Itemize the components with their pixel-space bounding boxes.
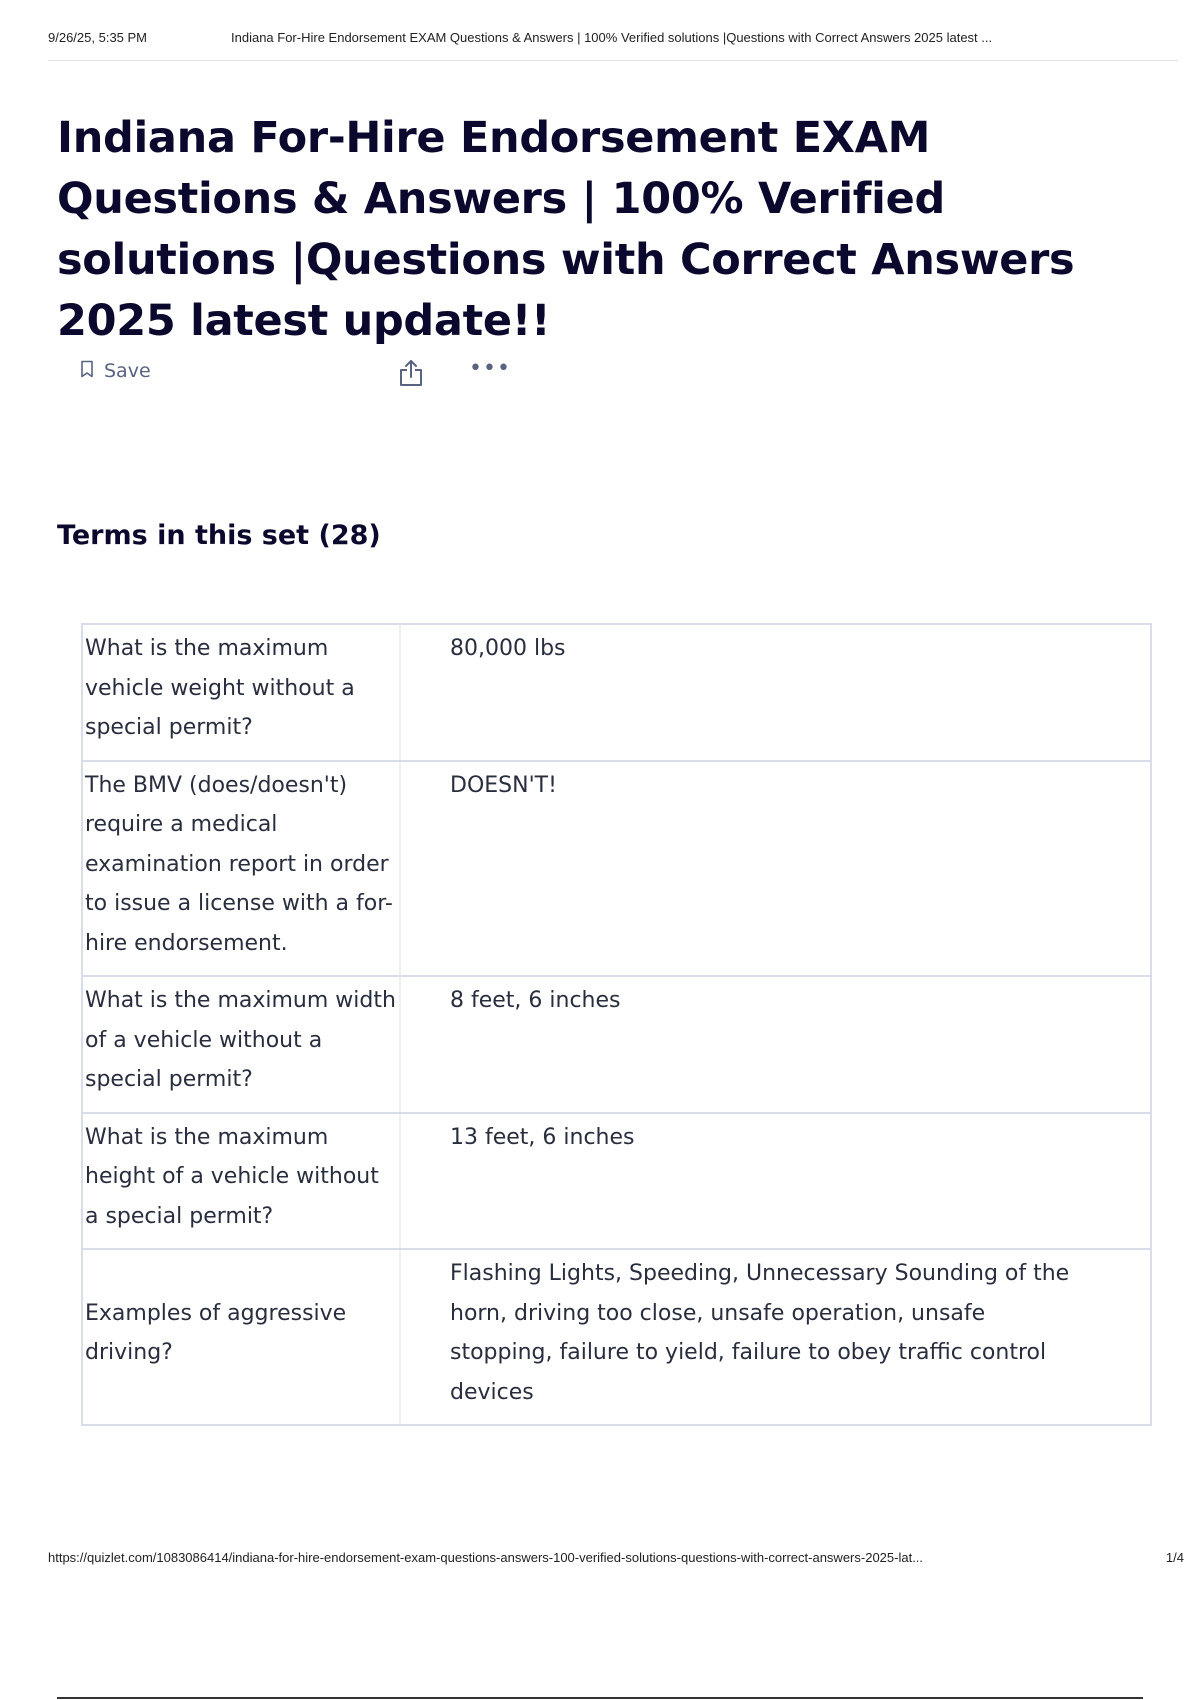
more-options-icon: ••• [469,356,511,381]
definition-text: Flashing Lights, Speeding, Unnecessary Sounding of the horn, driving too close, unsafe operation, unsafe stopping, failure to yield, failure to obey traffic control devices [450,1261,1070,1405]
share-button[interactable] [398,358,424,392]
definition-text: 8 feet, 6 inches [450,988,621,1013]
print-header [48,30,1178,61]
save-label: Save [104,360,151,382]
share-icon [398,373,424,392]
definition-text: 80,000 lbs [450,636,566,661]
print-url: https://quizlet.com/1083086414/indiana-for-hire-endorsement-exam-questions-answers-100-verified-solutions-questions-with-correct-answers-2025-lat... [48,1550,924,1565]
term-text: What is the maximum vehicle weight without a special permit? [83,625,401,760]
term-card [83,977,1150,1114]
page-divider [57,1697,1143,1699]
print-footer [48,1550,1184,1570]
definition-text: DOESN'T! [450,772,557,798]
terms-heading: Terms in this set (28) [57,520,381,551]
more-options-button[interactable] [469,356,511,381]
term-text: The BMV (does/doesn't) require a medical examination report in order to issue a license with a for-hire endorsement. [83,762,401,976]
term-card [83,1250,1150,1424]
bookmark-icon [80,360,94,382]
set-actions-bar [80,356,520,390]
term-text-content: Examples of aggressive driving? [85,1300,347,1365]
definition-text: 13 feet, 6 inches [450,1124,635,1150]
term-card [83,762,1150,978]
term-card [83,1114,1150,1251]
page-number: 1/4 [1165,1550,1184,1565]
term-text: What is the maximum width of a vehicle without a special permit? [83,977,401,1112]
term-text [83,1250,401,1424]
print-datetime: 9/26/25, 5:35 PM [48,30,148,45]
term-text: What is the maximum height of a vehicle without a special permit? [83,1114,401,1249]
term-card [83,625,1150,762]
save-button[interactable] [80,360,151,382]
print-document-title: Indiana For-Hire Endorsement EXAM Questions & Answers | 100% Verified solutions |Questions with Correct Answers 2025 latest ... [231,30,993,45]
page-title: Indiana For-Hire Endorsement EXAM Questions & Answers | 100% Verified solutions |Questions with Correct Answers 2025 latest update!! [57,113,1075,346]
terms-list [81,623,1152,1426]
